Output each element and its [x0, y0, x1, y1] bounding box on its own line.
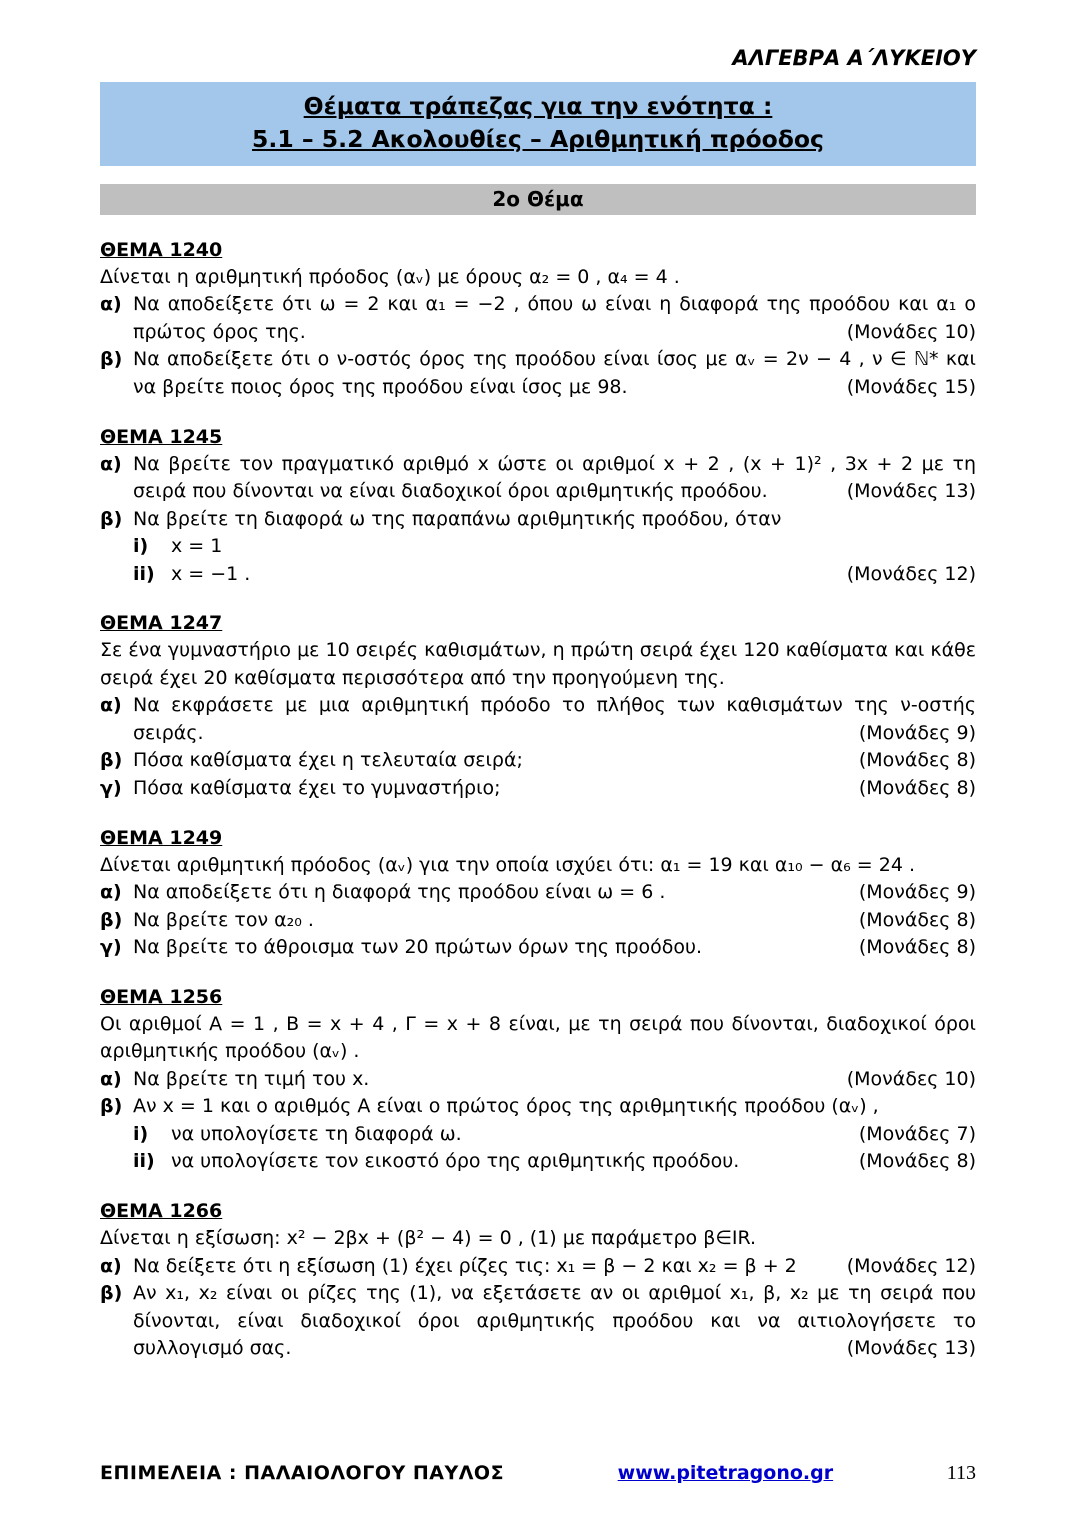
item-points: (Μονάδες 10) — [846, 320, 976, 343]
sub-line — [171, 561, 976, 589]
item-text: Να δείξετε ότι η εξίσωση (1) έχει ρίζες τις: x₁ = β − 2 και x₂ = β + 2 — [133, 1254, 797, 1277]
sub-body — [171, 1121, 976, 1149]
sub-body — [171, 1148, 976, 1176]
sub-body — [171, 533, 976, 561]
theme-intro: Δίνεται αριθμητική πρόοδος (αᵥ) για την οποία ισχύει ότι: α₁ = 19 και α₁₀ − α₆ = 24 . — [100, 853, 916, 876]
theme-1256 — [100, 986, 976, 1176]
theme-item — [100, 775, 976, 803]
item-text: Να βρείτε τη διαφορά ω της παραπάνω αριθμητικής προόδου, όταν — [133, 507, 782, 530]
item-label: α) — [100, 881, 122, 904]
theme-intro: Οι αριθμοί Α = 1 , Β = x + 4 , Γ = x + 8 είναι, με τη σειρά που δίνονται, διαδοχικοί όροι αριθμητικής προόδου (αᵥ) . — [100, 1012, 976, 1063]
sub-body — [171, 561, 976, 589]
theme-item — [100, 1066, 976, 1094]
item-line — [133, 506, 976, 534]
theme-title: ΘΕΜΑ 1247 — [100, 612, 223, 635]
theme-intro: Δίνεται η αριθμητική πρόοδος (αᵥ) με όρους α₂ = 0 , α₄ = 4 . — [100, 265, 680, 288]
theme-1247 — [100, 612, 976, 802]
theme-item — [100, 346, 976, 401]
theme-item — [100, 1280, 976, 1363]
sub-label: ii) — [133, 1150, 155, 1173]
item-label: α) — [100, 1067, 122, 1090]
item-label: α) — [100, 452, 122, 475]
item-text: Να βρείτε τον πραγματικό αριθμό x ώστε οι αριθμοί x + 2 , (x + 1)² , 3x + 2 με τη σειρά που δίνονται να είναι διαδοχικοί όροι αριθμητικής προόδου. — [133, 452, 976, 503]
item-points: (Μονάδες 10) — [846, 1067, 976, 1090]
item-text: Να εκφράσετε με μια αριθμητική πρόοδο το πλήθος των καθισμάτων της ν-οστής σειράς. — [133, 694, 976, 744]
theme-item — [100, 747, 976, 775]
item-points: (Μονάδες 12) — [846, 562, 976, 585]
sub-item — [133, 1148, 976, 1176]
item-line — [133, 692, 976, 747]
banner-line-2: 5.1 – 5.2 Ακολουθίες – Αριθμητική πρόοδος — [252, 124, 824, 153]
item-label: β) — [100, 507, 123, 530]
item-line — [133, 346, 976, 401]
sub-text: να υπολογίσετε τη διαφορά ω. — [171, 1122, 462, 1145]
item-label: β) — [100, 348, 123, 371]
sub-item — [133, 533, 976, 561]
sub-line — [171, 1148, 976, 1176]
item-line — [133, 291, 976, 346]
item-points: (Μονάδες 8) — [858, 908, 976, 931]
theme-title: ΘΕΜΑ 1240 — [100, 238, 223, 261]
item-body — [133, 1253, 976, 1281]
item-body — [133, 346, 976, 401]
item-line — [133, 1066, 976, 1094]
footer-link[interactable]: www.pitetragono.gr — [617, 1462, 834, 1484]
item-points: (Μονάδες 8) — [858, 936, 976, 959]
item-line — [133, 1093, 976, 1121]
item-text: Να βρείτε τη τιμή του x. — [133, 1067, 370, 1090]
course-header: ΑΛΓΕΒΡΑ Α΄ΛΥΚΕΙΟΥ — [732, 46, 976, 70]
item-body — [133, 1093, 976, 1176]
theme-title: ΘΕΜΑ 1266 — [100, 1200, 223, 1222]
banner-line-1: Θέματα τράπεζας για την ενότητα : — [303, 92, 773, 120]
item-body — [133, 692, 976, 747]
item-points: (Μονάδες 13) — [846, 1337, 976, 1360]
item-body — [133, 775, 976, 803]
item-text: Να αποδείξετε ότι η διαφορά της προόδου είναι ω = 6 . — [133, 881, 666, 904]
item-body — [133, 291, 976, 346]
sub-text: x = −1 . — [171, 562, 251, 585]
theme-item — [100, 1093, 976, 1176]
sub-label: i) — [133, 535, 149, 558]
title-banner — [100, 82, 976, 166]
item-points: (Μονάδες 9) — [858, 721, 976, 744]
item-label: α) — [100, 1254, 122, 1277]
item-text: Αν x₁, x₂ είναι οι ρίζες της (1), να εξετάσετε αν οι αριθμοί x₁, β, x₂ με τη σειρά που δίνονται, είναι διαδοχικοί όροι αριθμητικής προόδου και να αιτιολογήσετε το συλλογισμό σας. — [133, 1282, 976, 1360]
theme-item — [100, 506, 976, 589]
theme-1245 — [100, 426, 976, 589]
item-points: (Μονάδες 7) — [858, 1122, 976, 1145]
theme-item — [100, 934, 976, 962]
theme-title: ΘΕΜΑ 1256 — [100, 985, 223, 1008]
sub-text: x = 1 — [171, 535, 223, 558]
item-points: (Μονάδες 8) — [858, 1150, 976, 1173]
item-points: (Μονάδες 8) — [858, 749, 976, 772]
theme-1240 — [100, 239, 976, 402]
theme-item — [100, 879, 976, 907]
item-text: Να αποδείξετε ότι ω = 2 και α₁ = −2 , όπου ω είναι η διαφορά της προόδου και α₁ ο πρώτος όρος της. — [133, 293, 976, 343]
item-text: Αν x = 1 και ο αριθμός Α είναι ο πρώτος όρος της αριθμητικής προόδου (αᵥ) , — [133, 1095, 879, 1118]
sub-line — [171, 1121, 976, 1149]
item-points: (Μονάδες 9) — [858, 881, 976, 904]
theme-item — [100, 451, 976, 506]
item-body — [133, 747, 976, 775]
item-line — [133, 907, 976, 935]
sub-line — [171, 533, 976, 561]
page-number: 113 — [946, 1462, 976, 1484]
item-body — [133, 907, 976, 935]
item-text: Να βρείτε τον α₂₀ . — [133, 908, 314, 931]
theme-intro: Σε ένα γυμναστήριο με 10 σειρές καθισμάτων, η πρώτη σειρά έχει 120 καθίσματα και κάθε σειρά έχει 20 καθίσματα περισσότερα από την προηγούμενη της. — [100, 639, 976, 689]
theme-1249 — [100, 827, 976, 962]
item-body — [133, 934, 976, 962]
footer-editor: ΕΠΙΜΕΛΕΙΑ : ΠΑΛΑΙΟΛΟΓΟΥ ΠΑΥΛΟΣ — [100, 1462, 505, 1484]
theme-item — [100, 907, 976, 935]
item-line — [133, 1280, 976, 1363]
item-label: α) — [100, 293, 122, 316]
page-footer — [100, 1462, 976, 1485]
item-points: (Μονάδες 8) — [858, 776, 976, 799]
item-body — [133, 1280, 976, 1363]
item-label: β) — [100, 749, 123, 772]
theme-intro: Δίνεται η εξίσωση: x² − 2βx + (β² − 4) = 0 , (1) με παράμετρο β∈IR. — [100, 1227, 757, 1249]
sub-item — [133, 1121, 976, 1149]
item-label: γ) — [100, 776, 122, 799]
item-points: (Μονάδες 13) — [846, 480, 976, 503]
item-points: (Μονάδες 12) — [846, 1254, 976, 1277]
section-banner: 2ο Θέμα — [100, 184, 976, 215]
theme-item — [100, 1253, 976, 1281]
sub-item — [133, 561, 976, 589]
item-body — [133, 506, 976, 589]
item-body — [133, 879, 976, 907]
item-points: (Μονάδες 15) — [846, 375, 976, 398]
sub-label: i) — [133, 1122, 149, 1145]
item-line — [133, 775, 976, 803]
item-line — [133, 747, 976, 775]
item-label: γ) — [100, 936, 122, 959]
theme-title: ΘΕΜΑ 1249 — [100, 826, 223, 849]
theme-item — [100, 692, 976, 747]
item-text: Πόσα καθίσματα έχει η τελευταία σειρά; — [133, 749, 523, 772]
sub-text: να υπολογίσετε τον εικοστό όρο της αριθμητικής προόδου. — [171, 1150, 740, 1173]
item-line — [133, 451, 976, 506]
item-body — [133, 1066, 976, 1094]
item-label: β) — [100, 1282, 123, 1305]
item-text: Να βρείτε το άθροισμα των 20 πρώτων όρων της προόδου. — [133, 936, 703, 959]
theme-1266 — [100, 1200, 976, 1363]
item-line — [133, 879, 976, 907]
item-text: Να αποδείξετε ότι ο ν-οστός όρος της προόδου είναι ίσος με αᵥ = 2ν − 4 , ν ∈ ℕ* και να βρείτε ποιος όρος της προόδου είναι ίσος με 98. — [133, 348, 976, 398]
sub-label: ii) — [133, 562, 155, 585]
item-label: β) — [100, 908, 123, 931]
theme-item — [100, 291, 976, 346]
item-label: β) — [100, 1095, 123, 1118]
item-label: α) — [100, 694, 122, 717]
theme-title: ΘΕΜΑ 1245 — [100, 425, 223, 448]
item-line — [133, 1253, 976, 1281]
item-line — [133, 934, 976, 962]
item-body — [133, 451, 976, 506]
item-text: Πόσα καθίσματα έχει το γυμναστήριο; — [133, 776, 501, 799]
